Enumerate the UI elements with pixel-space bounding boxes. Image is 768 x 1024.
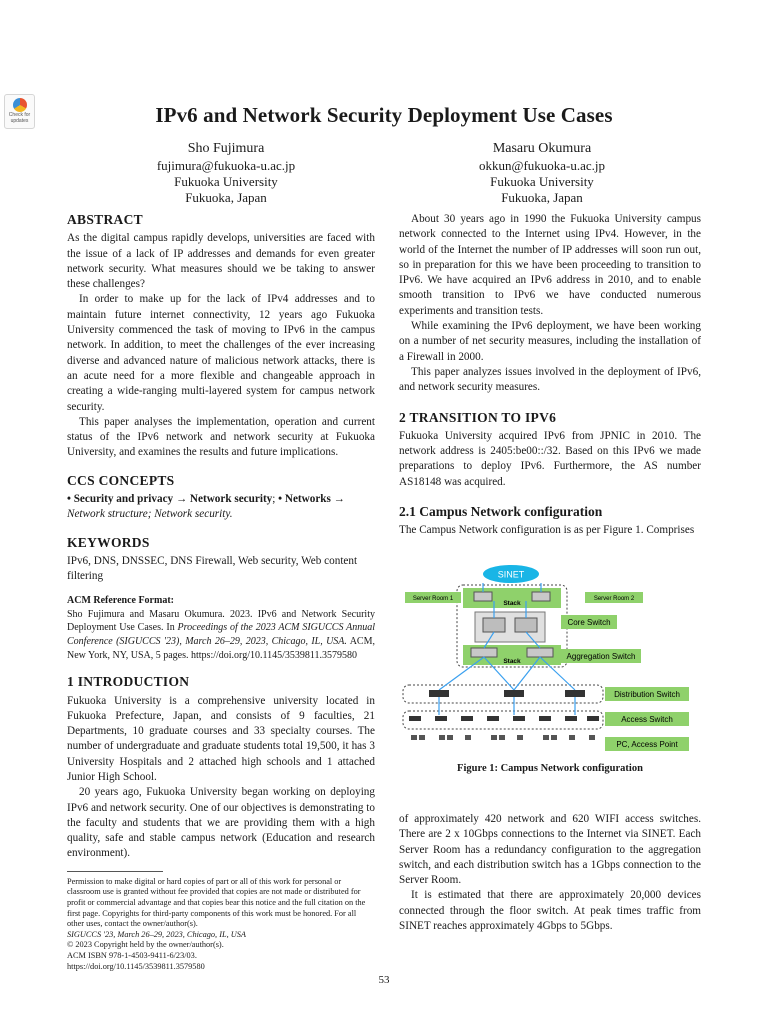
ccs-separator: ; <box>272 493 279 506</box>
pc-icon <box>491 735 497 740</box>
abstract-paragraph: As the digital campus rapidly develops, universities are faced with the issue of a lack of IP addresses and demands for even greater network security. What measures should we be taking to answer these challenges? <box>67 232 375 291</box>
acm-reference-heading: ACM Reference Format: <box>67 594 174 606</box>
sinet-label: SINET <box>497 569 525 580</box>
distribution-switch-icon <box>429 690 449 697</box>
section-2-1-heading: 2.1 Campus Network configuration <box>399 504 603 520</box>
page-number: 53 <box>378 974 390 986</box>
doi-link[interactable]: https://doi.org/10.1145/3539811.3579580 <box>67 961 205 971</box>
section-2-heading: 2 TRANSITION TO IPV6 <box>399 409 557 425</box>
body-paragraph: of approximately 420 network and 620 WIFI access switches. There are 2 x 10Gbps connections to the Internet via SINET. Each Server Room has a redundancy configuration to the aggregation switch, and each distribution switch has a 1Gbps connection to the Server Room. <box>399 812 701 887</box>
access-switch-icon <box>461 716 473 721</box>
core-switch-unit-icon <box>483 618 505 632</box>
pc-icon <box>551 735 557 740</box>
pc-icon <box>465 735 471 740</box>
introduction-heading: 1 INTRODUCTION <box>67 674 190 690</box>
access-switch-icon <box>565 716 577 721</box>
access-switch-icon <box>435 716 447 721</box>
server-switch-icon <box>474 592 492 601</box>
reference-proceedings: Proceedings of the 2023 ACM SIGUCCS Annual Conference (SIGUCCS '23), March 26–29, 2023, Chicago, IL, USA. <box>67 622 375 648</box>
reference-text: Sho Fujimura and Masaru Okumura. 2023. IPv6 and Network Security Deployment Use Cases. In <box>67 608 375 634</box>
author-location: Fukuoka, Japan <box>185 190 267 205</box>
pc-icon <box>439 735 445 740</box>
intro-paragraph: 20 years ago, Fukuoka University began working on deploying IPv6 and network security. One of our objectives is demonstrating to the faculty and students that we are providing them with a high quality, safe and stable campus network (Education and research environment). <box>67 786 375 860</box>
distribution-switch-icon <box>565 690 585 697</box>
figure-1 <box>399 557 701 757</box>
author-location: Fukuoka, Japan <box>501 190 583 205</box>
author-name: Sho Fujimura <box>187 141 265 156</box>
ccs-concept-2: • Networks → <box>278 493 345 506</box>
author-name: Masaru Okumura <box>492 141 592 156</box>
core-switch-label: Core Switch <box>567 617 611 627</box>
author-affiliation: Fukuoka University <box>490 174 594 189</box>
pc-icon <box>499 735 505 740</box>
ccs-concept-detail: Network structure; Network security. <box>67 508 233 521</box>
body-paragraph: While examining the IPv6 deployment, we have been working on a number of net security measures, including the installation of a Firewall in 2000. <box>399 320 701 363</box>
pc-icon <box>543 735 549 740</box>
access-switch-icon <box>409 716 421 721</box>
body-paragraph: It is estimated that there are approximately 20,000 devices connected through the floor switch. At peak times traffic from SINET reaches approximately 4Gbps to 5Gbps. <box>399 889 701 933</box>
body-paragraph: The Campus Network configuration is as per Figure 1. Comprises <box>399 524 695 537</box>
body-paragraph: Fukuoka University acquired IPv6 from JPNIC in 2010. The network address is 2405:be00::/32. Based on this IPv6 we made preparations to deploy IPv6. Furthermore, the AS number AS18148 was acquired. <box>399 429 701 488</box>
pc-icon <box>569 735 575 740</box>
permission-block <box>67 877 375 972</box>
badge-line2: updates <box>10 118 29 124</box>
aggregation-switch-icon <box>471 648 497 657</box>
distribution-switch-label: Distribution Switch <box>614 689 680 699</box>
server-room-1-label: Server Room 1 <box>412 595 454 602</box>
author-2 <box>412 141 672 206</box>
pc-icon <box>589 735 595 740</box>
server-room-2-label: Server Room 2 <box>593 595 635 602</box>
body-paragraph: About 30 years ago in 1990 the Fukuoka University campus network connected to the Internet using IPv4. However, in the world of the Internet the number of IP addresses will soon run out, so in preparation for this we have been proceeding to transition to IPv6. We have acquired an IPv6 address in 2010, and to enable smooth transition to IPv6 we have conducted numerous experiments and transition tests. <box>399 213 701 317</box>
access-switch-icon <box>513 716 525 721</box>
badge-line1: Check for <box>8 112 31 118</box>
pc-access-point-label: PC, Access Point <box>616 739 678 749</box>
server-switch-icon <box>532 592 550 601</box>
pc-icon <box>411 735 417 740</box>
access-switch-icon <box>587 716 599 721</box>
pc-icon <box>419 735 425 740</box>
keywords-text: IPv6, DNS, DNSSEC, DNS Firewall, Web security, Web content filtering <box>67 554 358 583</box>
reference-doi[interactable]: ACM, New York, NY, USA, 5 pages. https://doi.org/10.1145/3539811.3579580 <box>67 636 375 661</box>
core-switch-unit-icon <box>515 618 537 632</box>
figure-caption: Figure 1: Campus Network configuration <box>457 762 643 774</box>
author-affiliation: Fukuoka University <box>174 174 278 189</box>
conference-venue: SIGUCCS '23, March 26–29, 2023, Chicago, IL, USA <box>67 929 246 939</box>
client-devices <box>411 735 595 740</box>
stack-top-label: Stack <box>503 599 521 607</box>
author-email: okkun@fukuoka-u.ac.jp <box>478 158 606 173</box>
keywords-heading: KEYWORDS <box>67 534 150 550</box>
intro-paragraph: Fukuoka University is a comprehensive university located in Fukuoka Prefecture, Japan, and consists of 9 faculties, 21 Departments, 10 graduate courses and 33 specialty courses. The number of undergraduate and graduate students total 19,500, it has 3 University Hospitals and 2 attached high schools and 1 attached Junior High School. <box>67 694 375 783</box>
right-column <box>399 212 701 934</box>
footnote-rule <box>67 871 163 872</box>
body-paragraph: This paper analyzes issues involved in the deployment of IPv6, and network security measures. <box>399 365 701 394</box>
aggregation-switch-icon <box>527 648 553 657</box>
abstract-paragraph: In order to make up for the lack of IPv4 addresses and to maintain future internet connectivity, 12 years ago Fukuoka University commenced the task of moving to IPv6 in the campus network. In addition, to meet the challenges of the ever increasing diverse and advanced nature of malicious network attacks, there is an acute need for a more flexible and changeable approach in creating a wide-ranging multi-layered system for campus network security. <box>67 293 375 413</box>
author-email: fujimura@fukuoka-u.ac.jp <box>156 158 296 173</box>
access-switches <box>409 716 599 721</box>
distribution-switch-icon <box>504 690 524 697</box>
paper-title: IPv6 and Network Security Deployment Use Cases <box>155 103 613 127</box>
ccs-heading: CCS CONCEPTS <box>67 472 175 488</box>
abstract-heading: ABSTRACT <box>67 212 143 227</box>
stack-aggregation-label: Stack <box>503 657 521 665</box>
permission-text: Permission to make digital or hard copies of part or all of this work for personal or classroom use is granted without fee provided that copies are not made or distributed for profit or commercial advantage and that copies bear this notice and the full citation on the first page. Copyrights for third-party components of this work must be honored. For all other uses, contact the owner/author(s). <box>67 876 366 929</box>
access-switch-label: Access Switch <box>621 714 673 724</box>
copyright-notice: © 2023 Copyright held by the owner/author(s). <box>67 940 224 950</box>
aggregation-switch-label: Aggregation Switch <box>566 651 636 661</box>
ccs-concept-1: • Security and privacy → Network security <box>67 493 273 506</box>
pc-icon <box>517 735 523 740</box>
access-switch-icon <box>539 716 551 721</box>
left-column <box>67 212 375 972</box>
access-switch-icon <box>487 716 499 721</box>
pc-icon <box>447 735 453 740</box>
ccs-concepts <box>67 492 375 523</box>
author-1 <box>96 141 356 206</box>
acm-reference <box>67 608 375 662</box>
isbn: ACM ISBN 978-1-4503-9411-6/23/03. <box>67 950 197 960</box>
network-diagram <box>399 557 701 757</box>
abstract-paragraph: This paper analyses the implementation, operation and current status of the IPv6 network and network security at Fukuoka University, and examines the results and future implications. <box>67 415 375 459</box>
